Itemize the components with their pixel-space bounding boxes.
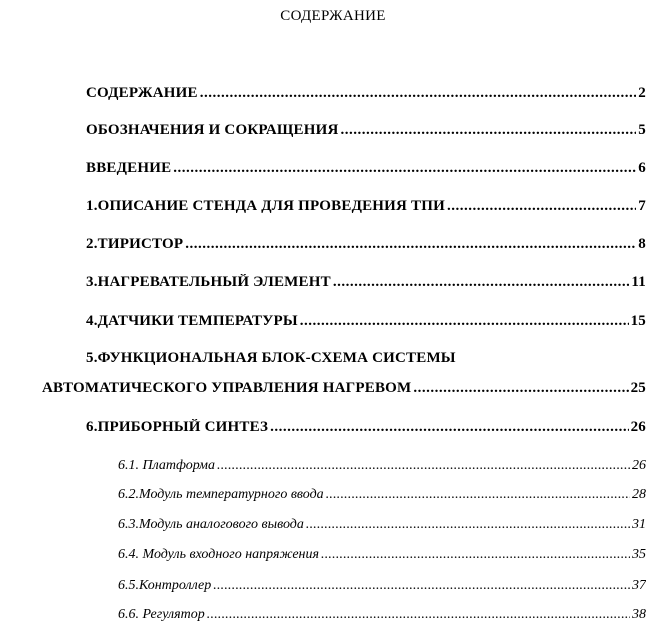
toc-subentry-6-5[interactable]: [118, 578, 646, 594]
toc-subentry-6-1[interactable]: [118, 458, 646, 474]
toc-leader-dots: [333, 274, 630, 291]
toc-entry-text: АВТОМАТИЧЕСКОГО УПРАВЛЕНИЯ НАГРЕВОМ: [42, 380, 412, 396]
toc-entry-section-2[interactable]: [86, 236, 646, 253]
toc-page-number: 35: [632, 547, 646, 562]
toc-leader-dots: [326, 487, 630, 503]
toc-subentry-text: 6.6. Регулятор: [118, 607, 205, 622]
toc-page-number: 31: [632, 517, 646, 532]
toc-page-number: 28: [632, 487, 646, 502]
toc-page-number: 2: [638, 85, 646, 101]
toc-leader-dots: [300, 313, 629, 330]
toc-entry-section-4[interactable]: [86, 313, 646, 330]
toc-page-number: 6: [638, 160, 646, 176]
toc-leader-dots: [213, 578, 630, 594]
page-title: СОДЕРЖАНИЕ: [280, 8, 386, 24]
toc-entry-text: 4.ДАТЧИКИ ТЕМПЕРАТУРЫ: [86, 313, 298, 329]
toc-leader-dots: [200, 85, 637, 102]
toc-leader-dots: [207, 607, 630, 623]
toc-leader-dots: [217, 458, 630, 474]
toc-page-number: 8: [638, 236, 646, 252]
toc-subentry-text: 6.4. Модуль входного напряжения: [118, 547, 320, 562]
toc-entry-text: 6.ПРИБОРНЫЙ СИНТЕЗ: [86, 419, 269, 435]
toc-leader-dots: [321, 547, 630, 563]
toc-page-number: 25: [630, 380, 646, 396]
toc-page-number: 5: [638, 122, 646, 138]
toc-page-number: 37: [632, 578, 646, 593]
toc-leader-dots: [447, 198, 636, 215]
toc-subentry-6-6[interactable]: [118, 607, 646, 623]
toc-leader-dots: [173, 160, 636, 177]
toc-page-number: 38: [632, 607, 646, 622]
toc-entry-text: ОБОЗНАЧЕНИЯ И СОКРАЩЕНИЯ: [86, 122, 339, 138]
toc-subentry-6-3[interactable]: [118, 517, 646, 533]
toc-entry-text: 1.ОПИСАНИЕ СТЕНДА ДЛЯ ПРОВЕДЕНИЯ ТПИ: [86, 198, 445, 214]
toc-entry-section-1[interactable]: [86, 198, 646, 215]
toc-subentry-6-4[interactable]: [118, 547, 646, 563]
toc-leader-dots: [185, 236, 636, 253]
toc-page-number: 26: [630, 419, 646, 435]
toc-subentry-text: 6.2.Модуль температурного ввода: [118, 487, 324, 502]
toc-subentry-text: 6.5.Контроллер: [118, 578, 212, 593]
toc-entry-section-3[interactable]: [86, 274, 646, 291]
toc-entry-text: СОДЕРЖАНИЕ: [86, 85, 198, 101]
toc-leader-dots: [270, 419, 629, 436]
toc-entry-text: 3.НАГРЕВАТЕЛЬНЫЙ ЭЛЕМЕНТ: [86, 274, 331, 290]
toc-page-number: 7: [638, 198, 646, 214]
toc-entry-introduction[interactable]: [86, 160, 646, 177]
toc-subentry-6-2[interactable]: [118, 487, 646, 503]
toc-entry-abbreviations[interactable]: [86, 122, 646, 139]
toc-entry-text: 2.ТИРИСТОР: [86, 236, 184, 252]
toc-page-number: 26: [632, 458, 646, 473]
toc-leader-dots: [341, 122, 637, 139]
toc-entry-section-6[interactable]: [86, 419, 646, 436]
toc-entry-contents[interactable]: [86, 85, 646, 102]
toc-entry-text: ВВЕДЕНИЕ: [86, 160, 172, 176]
toc-leader-dots: [413, 380, 628, 397]
toc-subentry-text: 6.1. Платформа: [118, 458, 215, 473]
toc-entry-section-5-line1[interactable]: 5.ФУНКЦИОНАЛЬНАЯ БЛОК-СХЕМА СИСТЕМЫ: [86, 350, 456, 366]
toc-entry-section-5[interactable]: [42, 380, 646, 397]
toc-leader-dots: [306, 517, 630, 533]
toc-subentry-text: 6.3.Модуль аналогового вывода: [118, 517, 304, 532]
toc-page-number: 15: [630, 313, 646, 329]
toc-page-number: 11: [631, 274, 646, 290]
